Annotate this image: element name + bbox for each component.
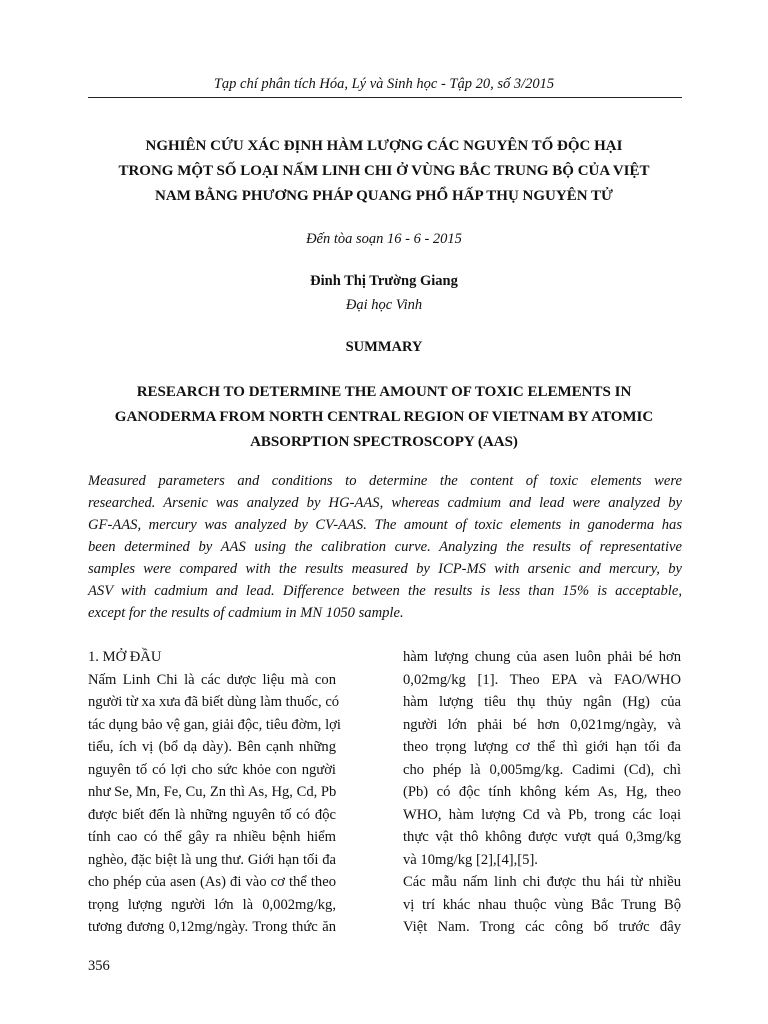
- header-rule: [88, 97, 682, 98]
- title-en-line: RESEARCH TO DETERMINE THE AMOUNT OF TOXIC ELEMENTS IN: [136, 384, 632, 400]
- title-vn-line: TRONG MỘT SỐ LOẠI NẤM LINH CHI Ở VÙNG BẮC TRUNG BỘ CỦA VIỆT: [118, 163, 650, 179]
- body-line: như Se, Mn, Fe, Cu, Zn thì As, Hg, Cd, Pb: [88, 784, 337, 800]
- body-line: (Pb) có độc tính không kém As, Hg, theo: [403, 784, 681, 800]
- author-affiliation: Đại học Vinh: [345, 297, 423, 313]
- body-line: nghèo, đặc biệt là ung thư. Giới hạn tối đa: [88, 851, 336, 868]
- article-title-vietnamese: [88, 134, 680, 209]
- body-line: thực vật thô không được vượt quá 0,3mg/kg: [403, 829, 681, 845]
- body-line: cho phép là 0,005mg/kg. Cadimi (Cd), chì: [403, 761, 681, 778]
- body-line: hàm lượng chung của asen luôn phải bé hơn: [403, 649, 681, 665]
- body-line: vị trí khác nhau thuộc vùng Bắc Trung Bộ: [403, 896, 681, 913]
- abstract-line: except for the results of cadmium in MN 1050 sample.: [88, 605, 404, 621]
- body-line: WHO, hàm lượng Cd và Pb, trong các loại: [403, 806, 681, 823]
- article-title-english: [88, 380, 680, 455]
- summary-heading: SUMMARY: [345, 339, 423, 355]
- page-number: 356: [88, 958, 110, 974]
- body-column-left: [88, 646, 341, 939]
- body-line: cho phép của asen (As) đi vào cơ thể theo: [88, 874, 336, 890]
- received-date: Đến tòa soạn 16 - 6 - 2015: [306, 231, 462, 247]
- author-name: Đinh Thị Trường Giang: [310, 273, 458, 289]
- body-column-right: [403, 646, 681, 939]
- running-header: Tạp chí phân tích Hóa, Lý và Sinh học - Tập 20, số 3/2015: [213, 76, 555, 92]
- abstract-line: samples were compared with the results measured by ICP-MS with arsenic and mercury, by: [88, 561, 682, 577]
- body-line: và 10mg/kg [2],[4],[5].: [403, 851, 538, 868]
- body-line: tiểu, ích vị (bổ dạ dày). Bên cạnh những: [88, 739, 336, 755]
- body-line: người từ xa xưa đã biết dùng làm thuốc, có: [88, 694, 340, 710]
- abstract-line: researched. Arsenic was analyzed by HG-AAS, whereas cadmium and lead were analyzed by: [88, 495, 682, 511]
- title-vn-line: NGHIÊN CỨU XÁC ĐỊNH HÀM LƯỢNG CÁC NGUYÊN TỐ ĐỘC HẠI: [145, 138, 623, 154]
- body-line: trọng lượng người lớn là 0,002mg/kg,: [88, 896, 336, 913]
- body-line: tính cao có thể gây ra nhiều bệnh hiểm: [88, 829, 336, 845]
- body-line: tác dụng bảo vệ gan, giải độc, tiêu đờm, lợi: [88, 716, 341, 733]
- body-line: được biết đến là những nguyên tố có độc: [88, 806, 336, 823]
- title-en-line: GANODERMA FROM NORTH CENTRAL REGION OF VIETNAM BY ATOMIC: [114, 409, 654, 425]
- body-line: Các mẫu nấm linh chi được thu hái từ nhiều: [403, 874, 681, 890]
- abstract: [88, 470, 682, 624]
- abstract-line: GF-AAS, mercury was analyzed by CV-AAS. The amount of toxic elements in ganoderma has: [88, 517, 682, 533]
- body-line: hàm lượng tiêu thụ thủy ngân (Hg) của: [403, 694, 681, 710]
- title-en-line: ABSORPTION SPECTROSCOPY (AAS): [250, 434, 518, 450]
- abstract-line: been determined by AAS using the calibration curve. Analyzing the results of representative: [88, 539, 682, 555]
- abstract-line: ASV with cadmium and lead. Difference between the results is less than 15% is acceptable,: [88, 583, 682, 599]
- body-line: Việt Nam. Trong các công bố trước đây: [403, 919, 681, 935]
- body-line: nguyên tố có lợi cho sức khỏe con người: [88, 761, 336, 778]
- title-vn-line: NAM BẰNG PHƯƠNG PHÁP QUANG PHỔ HẤP THỤ NGUYÊN TỬ: [155, 188, 613, 204]
- body-line: theo trọng lượng cơ thể thì giới hạn tối đa: [403, 739, 681, 755]
- body-line: người lớn phải bé hơn 0,021mg/ngày, và: [403, 716, 681, 733]
- abstract-line: Measured parameters and conditions to determine the content of toxic elements were: [88, 473, 682, 489]
- section-heading: 1. MỞ ĐẦU: [88, 649, 162, 665]
- body-line: 0,02mg/kg [1]. Theo EPA và FAO/WHO: [403, 671, 681, 688]
- body-line: tương đương 0,12mg/ngày. Trong thức ăn: [88, 919, 336, 935]
- body-line: Nấm Linh Chi là các dược liệu mà con: [88, 671, 336, 688]
